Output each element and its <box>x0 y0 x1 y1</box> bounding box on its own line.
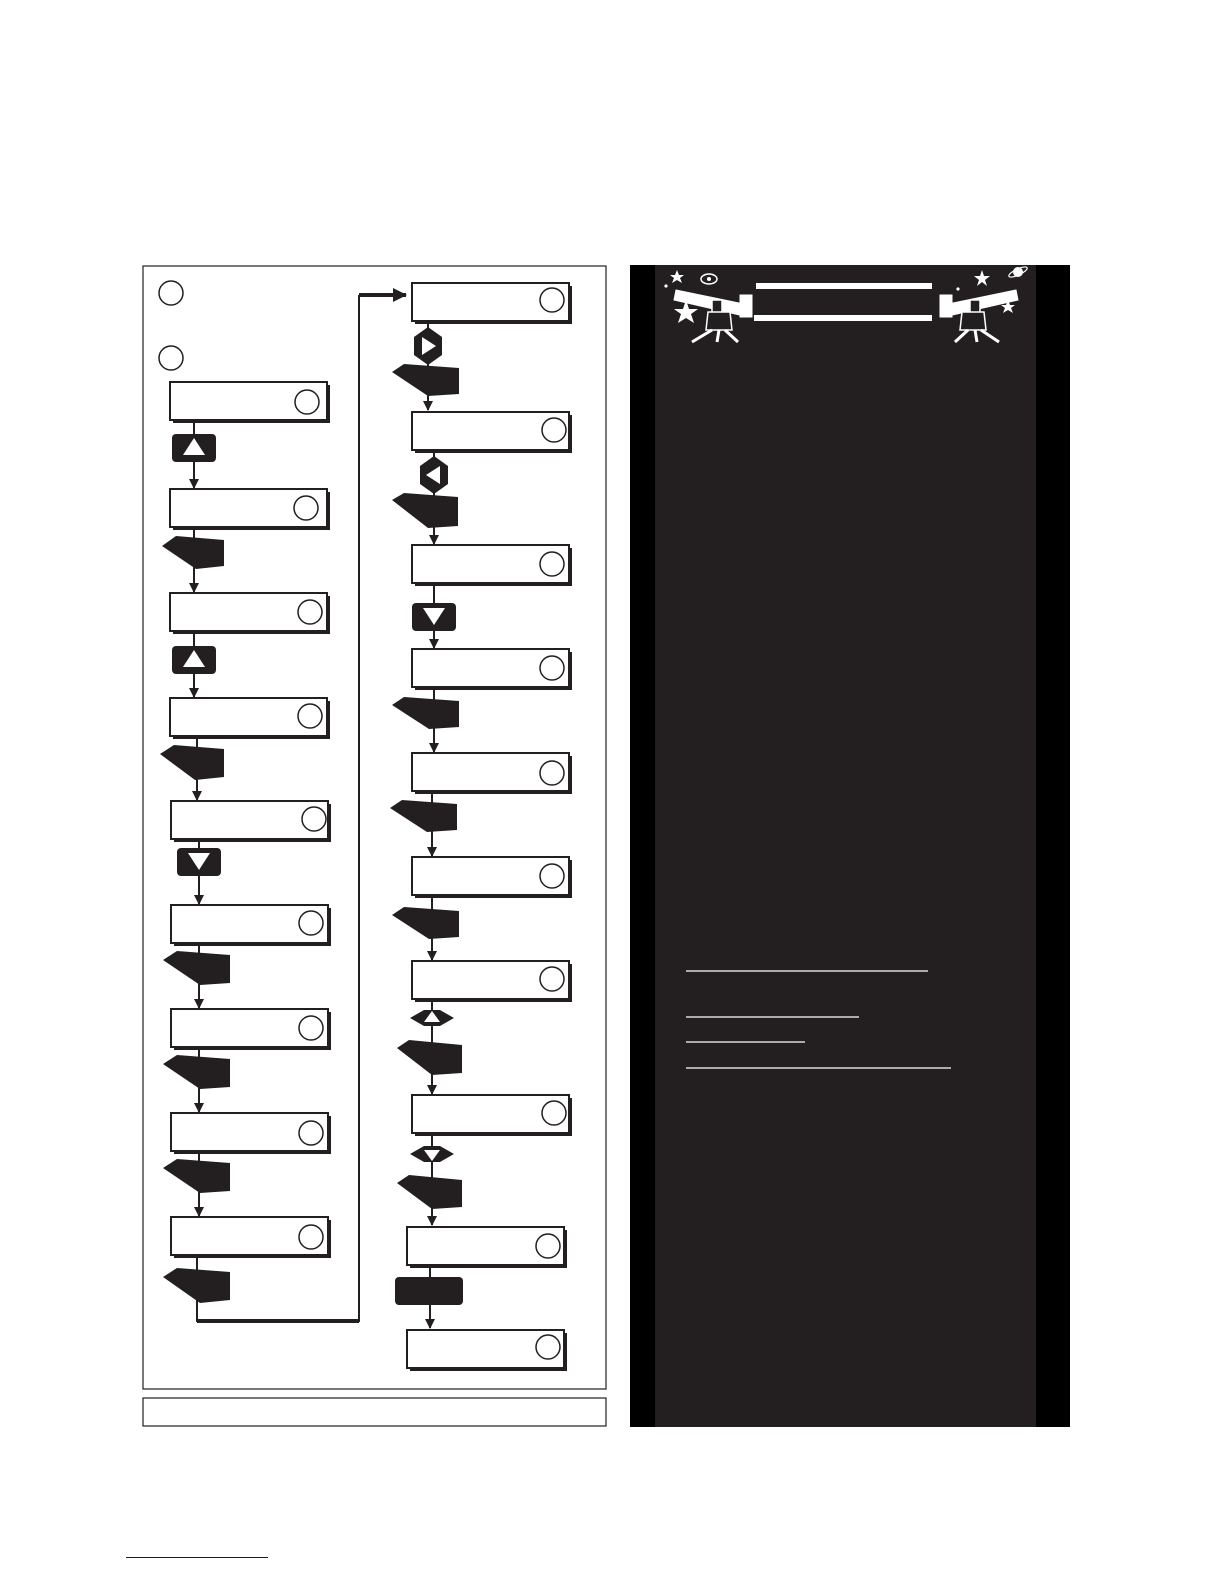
display-indicator <box>299 1121 323 1145</box>
down-arrow-key-icon <box>177 848 221 876</box>
display-box <box>412 961 572 1002</box>
flow-column-1 <box>160 295 406 1323</box>
display-box <box>407 1330 567 1371</box>
scroll-up-key-icon <box>410 1010 454 1026</box>
display-box <box>170 382 330 423</box>
caption-box <box>143 1398 606 1426</box>
sidebar-panel <box>630 265 1070 1427</box>
display-box <box>171 1217 331 1258</box>
display-indicator <box>540 864 564 888</box>
display-indicator <box>536 1234 560 1258</box>
step-marker-2 <box>159 346 183 370</box>
display-box <box>412 283 572 324</box>
enter-key-icon <box>162 536 224 569</box>
mode-key-icon <box>395 1277 463 1305</box>
enter-key-icon <box>163 1159 230 1193</box>
display-indicator <box>298 600 322 624</box>
display-indicator <box>294 496 318 520</box>
right-arrow-key-icon <box>414 327 442 365</box>
display-indicator <box>540 967 564 991</box>
up-arrow-key-icon <box>172 646 216 674</box>
display-box <box>412 649 572 690</box>
footer-link-underline[interactable] <box>126 1557 268 1558</box>
enter-key-icon <box>163 1055 230 1089</box>
display-indicator <box>542 418 566 442</box>
enter-key-icon <box>397 1040 462 1075</box>
star-icon <box>956 287 959 290</box>
enter-key-icon <box>163 951 230 985</box>
display-box <box>171 1113 331 1154</box>
display-box <box>170 698 330 739</box>
star-icon <box>664 284 667 287</box>
display-indicator <box>299 1225 323 1249</box>
down-arrow-key-icon <box>412 603 456 631</box>
panel-body <box>655 265 1036 1427</box>
display-box <box>171 801 331 842</box>
enter-key-icon <box>390 800 457 832</box>
up-arrow-key-icon <box>172 434 216 462</box>
display-box <box>412 857 572 898</box>
header-bar-bottom <box>754 315 932 321</box>
flowchart-panel <box>143 266 606 1426</box>
display-indicator <box>295 390 319 414</box>
display-indicator <box>540 656 564 680</box>
enter-key-icon <box>392 493 458 528</box>
display-box <box>412 1095 572 1136</box>
display-box <box>171 1009 331 1050</box>
display-indicator <box>298 704 322 728</box>
display-indicator <box>542 1101 566 1125</box>
enter-key-icon <box>392 697 459 729</box>
display-indicator <box>536 1335 560 1359</box>
display-indicator <box>540 761 564 785</box>
display-box <box>170 593 330 634</box>
display-box <box>412 412 572 453</box>
header-bar-top <box>756 283 932 289</box>
enter-key-icon <box>397 1175 462 1209</box>
enter-key-icon <box>160 745 224 780</box>
display-box <box>170 489 330 530</box>
display-indicator <box>299 911 323 935</box>
flow-column-2 <box>390 283 572 1371</box>
display-box <box>407 1227 567 1268</box>
scroll-down-key-icon <box>410 1146 454 1162</box>
display-box <box>171 905 331 946</box>
enter-key-icon <box>392 364 459 396</box>
left-arrow-key-icon <box>420 456 448 494</box>
display-indicator <box>299 1016 323 1040</box>
step-marker-1 <box>159 281 183 305</box>
enter-key-icon <box>392 907 459 939</box>
display-indicator <box>302 807 326 831</box>
display-indicator <box>540 288 564 312</box>
display-box <box>412 753 572 794</box>
display-indicator <box>540 552 564 576</box>
display-box <box>412 545 572 586</box>
